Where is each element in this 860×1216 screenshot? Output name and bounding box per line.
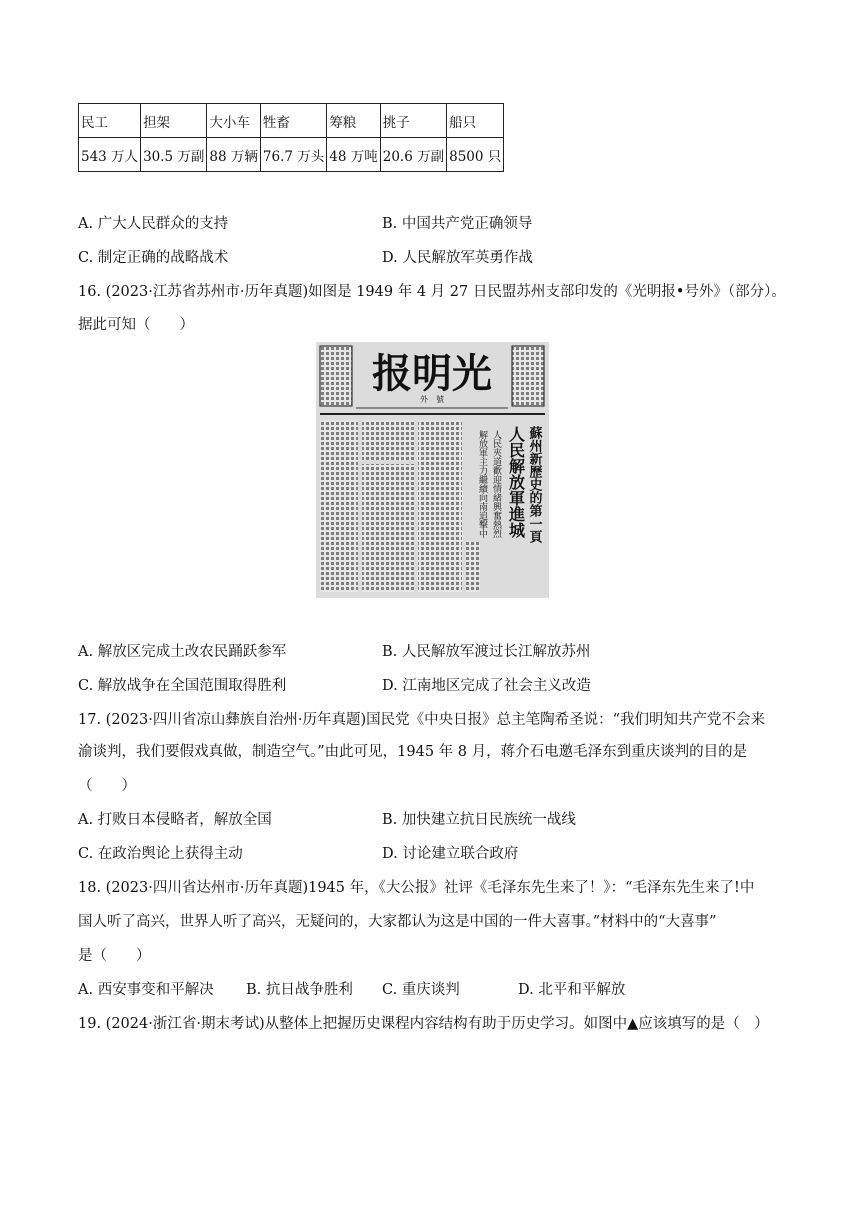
- masthead-text: 报明光: [372, 350, 492, 397]
- q17-stem-line2: 渝谈判，我们要假戏真做，制造空气。”由此可见，1945 年 8 月，蒋介石电邀毛泽东到重庆谈判的目的是: [78, 744, 748, 760]
- newspaper-image: [316, 342, 549, 598]
- q18-option-b[interactable]: B. 抗日战争胜利: [246, 982, 353, 998]
- table-value-cell: 8500 只: [447, 138, 504, 172]
- q17-option-d[interactable]: D. 讨论建立联合政府: [382, 846, 519, 862]
- support-statistics-table: [78, 103, 504, 172]
- q16-stem-line1: 16. (2023·江苏省苏州市·历年真题)如图是 1949 年 4 月 27 日民盟苏州支部印发的《光明报•号外》（部分）。: [78, 284, 786, 300]
- q16-stem-line2: 据此可知（ ）: [78, 317, 194, 333]
- subheadline-1: 人民夾道歡迎情緒興奮熱烈: [491, 430, 501, 538]
- table-value-cell: 88 万辆: [207, 138, 260, 172]
- newspaper-illustration: [316, 342, 549, 598]
- subheadline-2: 解放軍主力繼續向南追擊中: [477, 430, 487, 538]
- q16-option-d[interactable]: D. 江南地区完成了社会主义改造: [382, 678, 591, 694]
- table-value-cell: 30.5 万副: [141, 138, 207, 172]
- table-header-cell: 大小车: [207, 104, 260, 138]
- table-value-row: [79, 138, 504, 172]
- masthead-subtitle: 外 號: [420, 395, 444, 404]
- q16-option-c[interactable]: C. 解放战争在全国范围取得胜利: [78, 678, 287, 694]
- headline-2: 人民解放軍進城: [506, 426, 526, 538]
- table-header-cell: 船只: [447, 104, 504, 138]
- table-value-cell: 76.7 万头: [260, 138, 326, 172]
- q18-stem-line1: 18. (2023·四川省达州市·历年真题)1945 年，《大公报》社评《毛泽东先生来了！》：“毛泽东先生来了!中: [78, 880, 755, 896]
- q18-option-c[interactable]: C. 重庆谈判: [382, 982, 460, 998]
- q15-option-a[interactable]: A. 广大人民群众的支持: [78, 216, 229, 232]
- q15-option-c[interactable]: C. 制定正确的战略战术: [78, 250, 229, 266]
- q18-option-a[interactable]: A. 西安事变和平解决: [78, 982, 214, 998]
- table-value-cell: 20.6 万副: [380, 138, 446, 172]
- q18-option-d[interactable]: D. 北平和平解放: [518, 982, 626, 998]
- q18-stem-line3: 是（ ）: [78, 948, 151, 964]
- table-header-cell: 担架: [141, 104, 207, 138]
- table-header-cell: 挑子: [380, 104, 446, 138]
- q17-stem-line3: （ ）: [78, 778, 136, 794]
- q16-option-a[interactable]: A. 解放区完成土改农民踊跃参军: [78, 644, 287, 660]
- q15-option-d[interactable]: D. 人民解放军英勇作战: [382, 250, 533, 266]
- q17-option-c[interactable]: C. 在政治舆论上获得主动: [78, 846, 243, 862]
- table-header-cell: 筹粮: [327, 104, 380, 138]
- q16-option-b[interactable]: B. 人民解放军渡过长江解放苏州: [382, 644, 591, 660]
- q15-option-b[interactable]: B. 中国共产党正确领导: [382, 216, 533, 232]
- q18-stem-line2: 国人听了高兴，世界人听了高兴，无疑问的，大家都认为这是中国的一件大喜事。”材料中的“大喜事”: [78, 914, 717, 930]
- q19-stem-line1: 19. (2024·浙江省·期末考试)从整体上把握历史课程内容结构有助于历史学习。如图中▲应该填写的是（ ）: [78, 1016, 769, 1032]
- q17-stem-line1: 17. (2023·四川省凉山彝族自治州·历年真题)国民党《中央日报》总主笔陶希圣说：“我们明知共产党不会来: [78, 712, 766, 728]
- q17-option-b[interactable]: B. 加快建立抗日民族统一战线: [382, 812, 576, 828]
- table-value-cell: 48 万吨: [327, 138, 380, 172]
- headline-1: 蘇州新歷史的第一頁: [526, 426, 542, 543]
- table-header-cell: 牲畜: [260, 104, 326, 138]
- table-header-cell: 民工: [79, 104, 141, 138]
- table-header-row: [79, 104, 504, 138]
- table-value-cell: 543 万人: [79, 138, 141, 172]
- q17-option-a[interactable]: A. 打败日本侵略者，解放全国: [78, 812, 272, 828]
